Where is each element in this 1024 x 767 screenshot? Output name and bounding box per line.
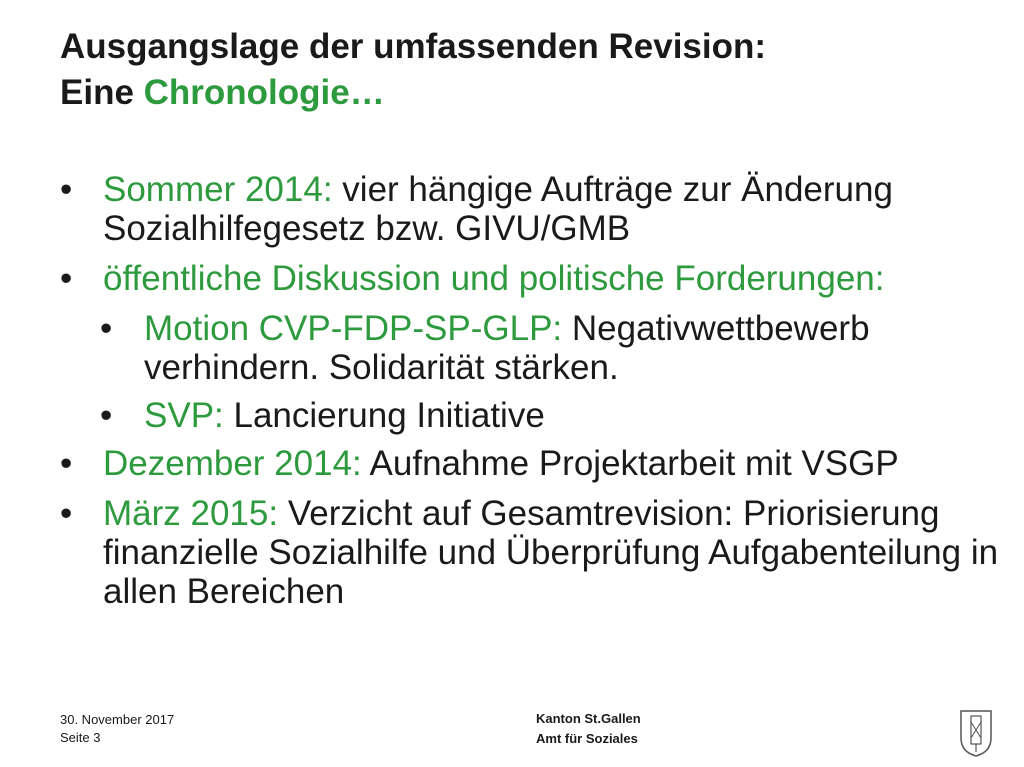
bullet-marker: •: [60, 170, 73, 209]
footer-org-name: Kanton St.Gallen: [536, 711, 641, 726]
title-line-1: Ausgangslage der umfassenden Revision:: [60, 27, 767, 66]
sub-bullet-item: [60, 396, 1010, 435]
bullet-text: Lancierung Initiative: [223, 396, 545, 435]
bullet-marker: •: [100, 309, 113, 348]
footer-page-number: Seite 3: [60, 730, 101, 745]
footer-left: [60, 711, 174, 747]
bullet-lead: Dezember 2014:: [103, 444, 362, 483]
bullet-text: vier hängige Aufträge zur Änderung Sozialhilfegesetz bzw. GIVU/GMB: [103, 170, 893, 248]
bullet-marker: •: [60, 444, 73, 483]
title-line-2: [60, 70, 766, 116]
footer-organization: [536, 709, 641, 749]
footer-department: Amt für Soziales: [536, 731, 638, 746]
bullet-text: Verzicht auf Gesamtrevision: Priorisierung finanzielle Sozialhilfe und Überprüfung Aufgabenteilung in allen Bereichen: [103, 494, 999, 611]
title-line-2-plain: Eine: [60, 73, 144, 112]
bullet-item: [60, 259, 1010, 298]
bullet-lead: März 2015:: [103, 494, 279, 533]
st-gallen-coat-of-arms-icon: [958, 708, 994, 758]
bullet-text: Aufnahme Projektarbeit mit VSGP: [361, 444, 899, 483]
bullet-marker: •: [100, 396, 113, 435]
bullet-item: [60, 444, 1010, 483]
bullet-lead: öffentliche Diskussion und politische Forderungen:: [103, 259, 885, 298]
slide-title: [60, 24, 766, 116]
bullet-item: [60, 170, 1010, 248]
bullet-lead: Sommer 2014:: [103, 170, 333, 209]
bullet-list: [60, 170, 1010, 622]
bullet-marker: •: [60, 494, 73, 533]
title-line-2-accent: Chronologie…: [143, 73, 385, 112]
bullet-item: [60, 494, 1010, 611]
footer-date: 30. November 2017: [60, 712, 175, 727]
bullet-lead: SVP:: [144, 396, 224, 435]
sub-bullet-item: [60, 309, 1010, 387]
bullet-lead: Motion CVP-FDP-SP-GLP:: [144, 309, 563, 348]
bullet-text: Negativwettbewerb verhindern. Solidarität stärken.: [144, 309, 870, 387]
bullet-marker: •: [60, 259, 73, 298]
